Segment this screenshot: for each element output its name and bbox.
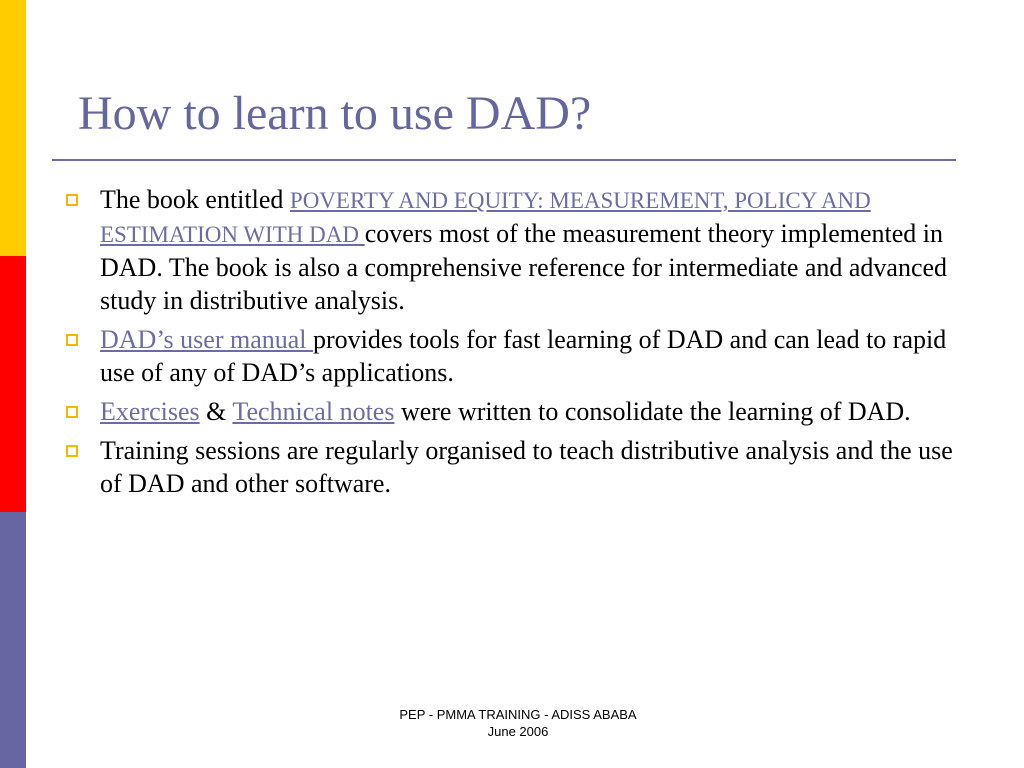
- bullet-item-manual: [66, 323, 966, 389]
- bullet-item-exercises: [66, 395, 966, 428]
- bullet-square-icon: [66, 445, 78, 457]
- bullet-square-icon: [66, 406, 78, 418]
- bullet-square-icon: [66, 334, 78, 346]
- bullet-item-book: [66, 183, 966, 317]
- footer-line-event: PEP - PMMA TRAINING - ADISS ABABA: [399, 707, 637, 722]
- bullet-training-text: Training sessions are regularly organised to teach distributive analysis and the use of DAD and other software.: [100, 436, 953, 498]
- bullet-item-training: [66, 434, 966, 500]
- bullet-book-rest: covers most of the measurement theory implemented in DAD. The book is also a comprehensive reference for intermediate and advanced study in distributive analysis.: [100, 219, 948, 315]
- bullet-manual-rest: provides tools for fast learning of DAD and can lead to rapid use of any of DAD’s applications.: [100, 325, 947, 387]
- bullet-list: [66, 183, 966, 506]
- title-divider: [52, 159, 956, 161]
- slide-footer: [0, 706, 1024, 740]
- bullet-square-icon: [66, 194, 78, 206]
- book-title-link[interactable]: POVERTY AND EQUITY: MEASUREMENT, POLICY AND ESTIMATION WITH DAD: [100, 188, 871, 247]
- bullet-exercises-rest: were written to consolidate the learning of DAD.: [394, 397, 911, 426]
- slide-title: How to learn to use DAD?: [78, 87, 592, 140]
- sidebar-yellow-band: [0, 0, 26, 256]
- technical-notes-link[interactable]: Technical notes: [232, 397, 395, 426]
- exercises-link[interactable]: Exercises: [100, 397, 200, 426]
- footer-line-date: June 2006: [487, 724, 549, 739]
- user-manual-link[interactable]: DAD’s user manual: [100, 325, 314, 354]
- bullet-exercises-middle: &: [199, 397, 233, 426]
- sidebar-red-band: [0, 256, 26, 512]
- bullet-book-lead: The book entitled: [100, 185, 290, 214]
